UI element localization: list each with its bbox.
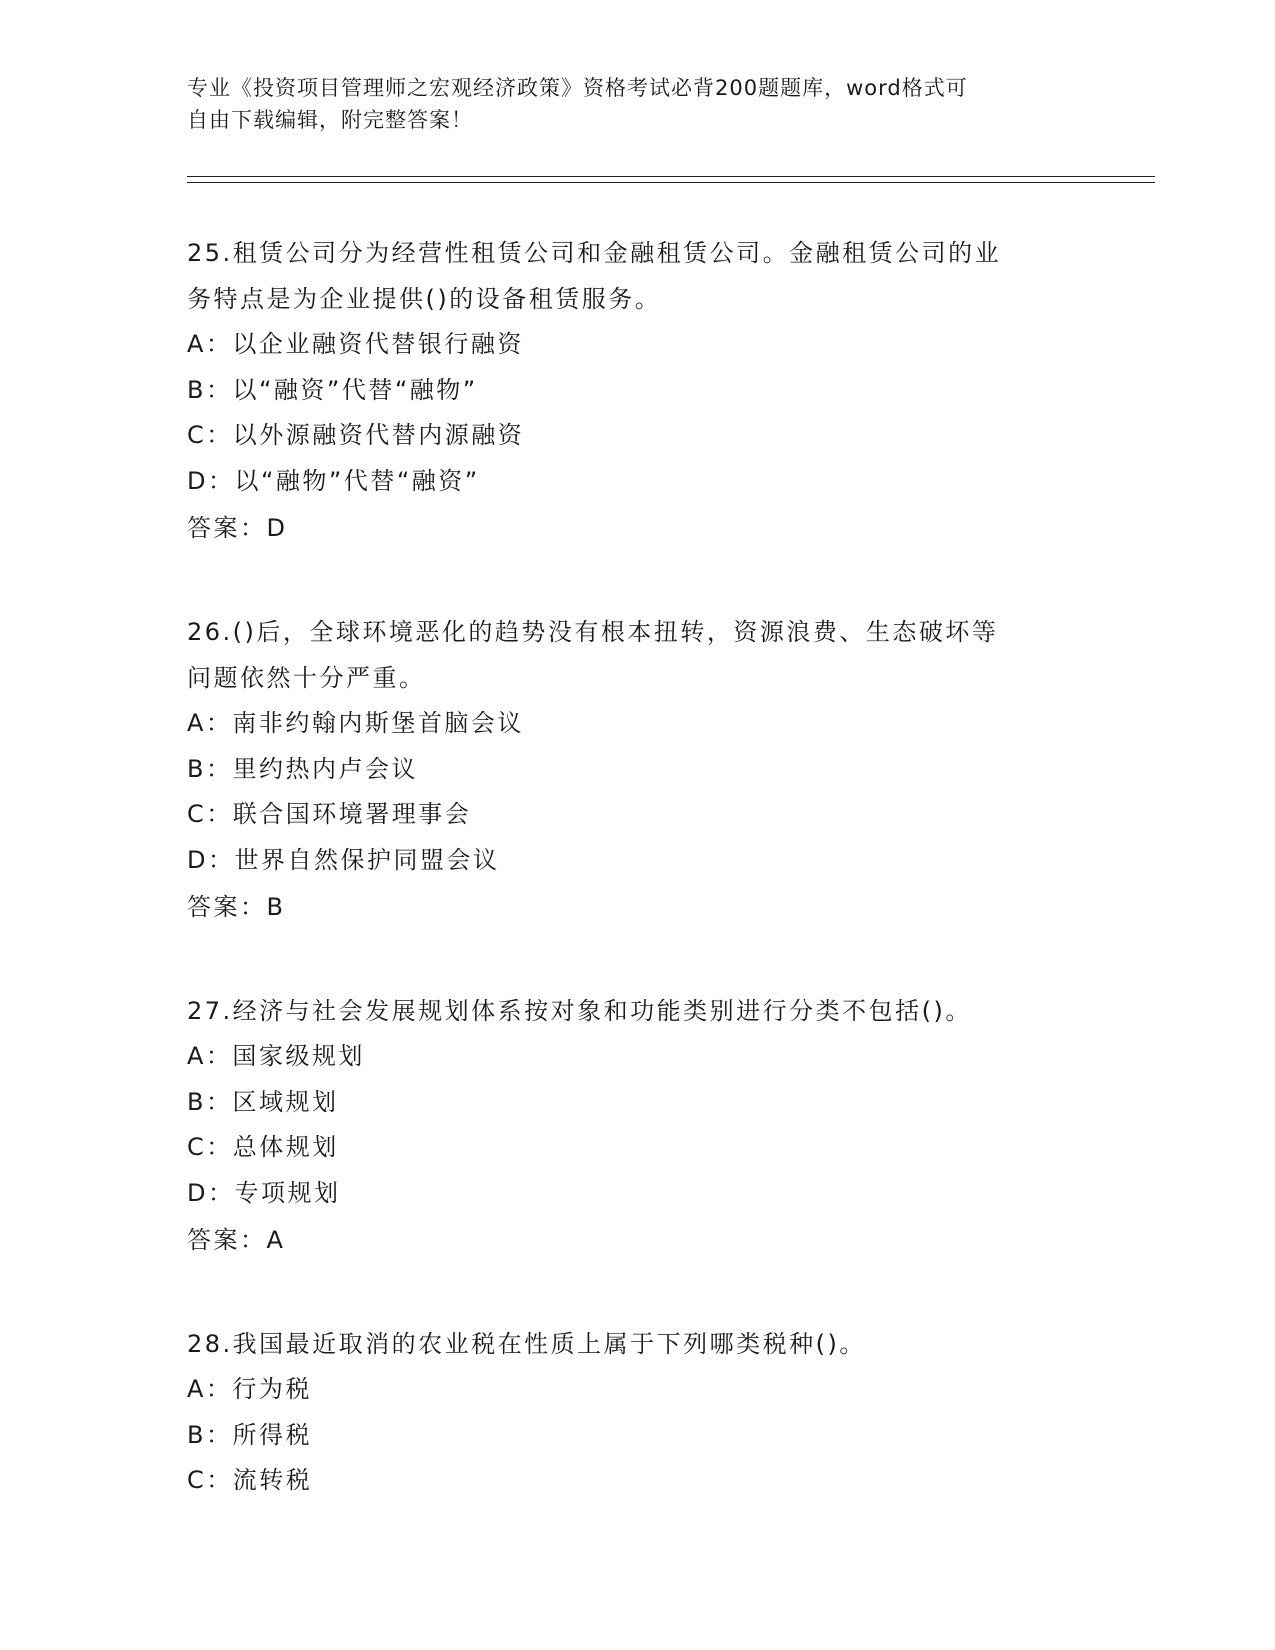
header-line-2: 自由下载编辑，附完整答案！ [187, 108, 473, 132]
option-b: B：所得税 [187, 1420, 312, 1449]
document-header [187, 72, 1067, 136]
option-c: C：联合国环境署理事会 [187, 800, 472, 828]
option-b: B：以“融资”代替“融物” [187, 375, 478, 404]
question-list [187, 230, 1067, 1562]
option-a: A：以企业融资代替银行融资 [187, 330, 524, 358]
option-c: C：流转税 [187, 1466, 313, 1494]
answer: 答案：A [187, 1226, 286, 1254]
option-c: C：总体规划 [187, 1133, 339, 1161]
question-26 [187, 609, 1067, 930]
question-stem-continued: 问题依然十分严重。 [187, 664, 426, 692]
option-b: B：区域规划 [187, 1087, 339, 1116]
answer: 答案：D [187, 514, 288, 542]
option-c: C：以外源融资代替内源融资 [187, 421, 525, 449]
question-stem: 25.租赁公司分为经营性租赁公司和金融租赁公司。金融租赁公司的业 [187, 239, 1002, 267]
option-a: A：国家级规划 [187, 1042, 365, 1070]
header-divider [187, 176, 1155, 183]
answer: 答案：B [187, 893, 286, 921]
option-d: D：专项规划 [187, 1178, 341, 1207]
option-a: A：南非约翰内斯堡首脑会议 [187, 709, 524, 737]
question-27 [187, 988, 1067, 1263]
option-d: D：以“融物”代替“融资” [187, 466, 480, 495]
option-d: D：世界自然保护同盟会议 [187, 845, 500, 874]
header-line-1: 专业《投资项目管理师之宏观经济政策》资格考试必背200题题库，word格式可 [187, 76, 968, 100]
option-a: A：行为税 [187, 1375, 312, 1403]
question-28 [187, 1321, 1067, 1504]
question-stem: 27.经济与社会发展规划体系按对象和功能类别进行分类不包括()。 [187, 997, 972, 1025]
question-25 [187, 230, 1067, 551]
question-stem: 28.我国最近取消的农业税在性质上属于下列哪类税种()。 [187, 1330, 866, 1358]
question-stem: 26.()后，全球环境恶化的趋势没有根本扭转，资源浪费、生态破坏等 [187, 618, 999, 646]
question-stem-continued: 务特点是为企业提供()的设备租赁服务。 [187, 285, 662, 313]
option-b: B：里约热内卢会议 [187, 754, 418, 783]
